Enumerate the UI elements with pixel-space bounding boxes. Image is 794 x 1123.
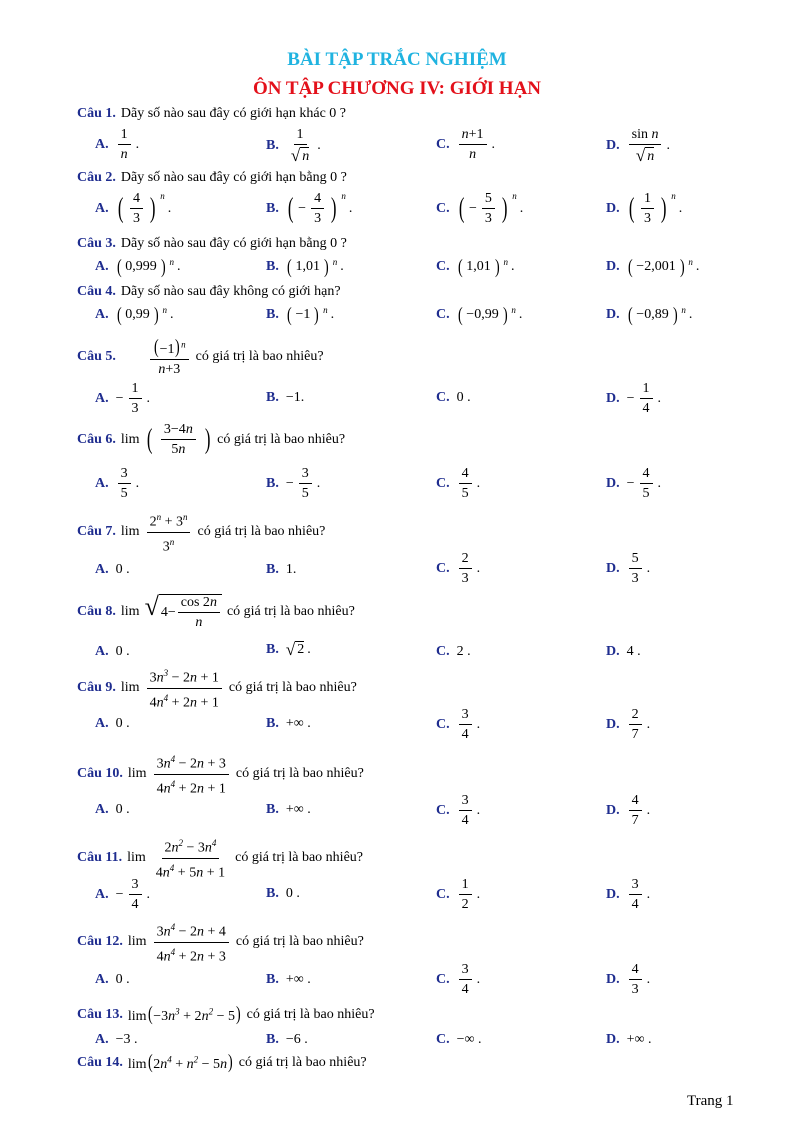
option-d[interactable]: D. 5 3 .: [606, 551, 651, 586]
question-12: Câu 12. lim $3n^4 - 2n + 4$ $4n^4 + 2n + 3$ có giá trị là bao nhiêu?: [77, 922, 364, 965]
option-c[interactable]: C. 3 4 .: [436, 707, 481, 742]
option-b[interactable]: B. √ 2 .: [266, 640, 311, 659]
option-a[interactable]: A. 3 5 .: [95, 466, 140, 501]
question-11: Câu 11. lim $2n^2 - 3n^4$ $4n^4 + 5n + 1$ có giá trị là bao nhiêu?: [77, 838, 364, 881]
option-c[interactable]: C. ( −0,99 ) $^n$ .: [436, 304, 523, 326]
option-d[interactable]: D. 4 7 .: [606, 793, 651, 828]
option-d[interactable]: D. ( −0,89 ) $^n$ .: [606, 304, 693, 326]
question-9: Câu 9. lim $3n^3 - 2n + 1$ $4n^4 + 2n + 1$ có giá trị là bao nhiêu?: [77, 668, 357, 711]
question-6: Câu 6. lim ( 3−4n 5n ) có giá trị là bao nhiêu?: [77, 422, 346, 457]
option-c[interactable]: C. 0 .: [436, 390, 471, 405]
option-d[interactable]: D. 4 .: [606, 644, 641, 659]
question-1: [77, 106, 346, 122]
option-a[interactable]: A. 1 n .: [95, 127, 140, 162]
option-c[interactable]: C. ( 1,01 ) $^n$ .: [436, 256, 515, 278]
option-d[interactable]: D. sin n √ n .: [606, 127, 670, 165]
question-label: Câu 1.: [77, 106, 116, 121]
option-b[interactable]: B. ( −1 ) $^n$ .: [266, 304, 335, 326]
option-b[interactable]: B. ( − 4 3 ) $^n$ .: [266, 191, 353, 226]
page-number: Trang 1: [687, 1093, 734, 1109]
option-b[interactable]: B. − 3 5 .: [266, 466, 321, 501]
option-b[interactable]: B. +∞ .: [266, 972, 311, 987]
option-c[interactable]: C. ( − 5 3 ) $^n$ .: [436, 191, 524, 226]
option-a[interactable]: A. 0 .: [95, 802, 130, 817]
option-a[interactable]: A. − 3 4 .: [95, 877, 151, 912]
option-b[interactable]: B. +∞ .: [266, 716, 311, 731]
question-text: Dãy số nào sau đây có giới hạn khác 0 ?: [120, 106, 347, 121]
question-10: Câu 10. lim $3n^4 - 2n + 3$ $4n^4 + 2n + 1$ có giá trị là bao nhiêu?: [77, 754, 364, 797]
option-c[interactable]: C. −∞ .: [436, 1032, 482, 1047]
option-c[interactable]: C. 3 4 .: [436, 962, 481, 997]
option-c[interactable]: C. 1 2 .: [436, 877, 481, 912]
option-b[interactable]: B. −1.: [266, 390, 305, 405]
question-7: Câu 7. lim $2^n + 3^n$ 3$^n$ có giá trị là bao nhiêu?: [77, 512, 326, 555]
option-c[interactable]: C. 2 3 .: [436, 551, 481, 586]
document-title: BÀI TẬP TRẮC NGHIỆM: [287, 49, 507, 70]
option-b[interactable]: B. 0 .: [266, 886, 300, 901]
option-d[interactable]: D. 3 4 .: [606, 877, 651, 912]
option-b[interactable]: B. +∞ .: [266, 802, 311, 817]
question-13: Câu 13. $\lim(-3n^3 + 2n^2 - 5)$ có giá trị là bao nhiêu?: [77, 1003, 375, 1025]
option-b[interactable]: B. 1 √ n .: [266, 127, 321, 165]
option-a[interactable]: A. ( 0,999 ) $^n$ .: [95, 256, 181, 278]
option-b[interactable]: B. −6 .: [266, 1032, 308, 1047]
option-c[interactable]: C. 2 .: [436, 644, 471, 659]
option-b[interactable]: B. ( 1,01 ) $^n$ .: [266, 256, 344, 278]
option-c[interactable]: C. 3 4 .: [436, 793, 481, 828]
option-d[interactable]: D. 2 7 .: [606, 707, 651, 742]
option-a[interactable]: A. ( 4 3 ) $^n$ .: [95, 191, 172, 226]
option-c[interactable]: C. 4 5 .: [436, 466, 481, 501]
document-subtitle: ÔN TẬP CHƯƠNG IV: GIỚI HẠN: [252, 78, 542, 99]
question-4: Câu 4. Dãy số nào sau đây không có giới hạn?: [77, 284, 341, 299]
question-3: Câu 3. Dãy số nào sau đây có giới hạn bằng 0 ?: [77, 236, 347, 251]
option-a[interactable]: A. 0 .: [95, 972, 130, 987]
option-d[interactable]: D. − 4 5 .: [606, 466, 662, 501]
option-a[interactable]: A. ( 0,99 ) $^n$ .: [95, 304, 174, 326]
option-a[interactable]: A. 0 .: [95, 644, 130, 659]
option-d[interactable]: D. − 1 4 .: [606, 381, 662, 416]
question-8: Câu 8. lim √ 4− cos 2n n có giá trị là bao nhiêu?: [77, 592, 355, 630]
option-d[interactable]: D. +∞ .: [606, 1032, 652, 1047]
question-5: Câu 5. $(-1)^n$ n+3 có giá trị là bao nhiêu?: [77, 336, 324, 377]
option-b[interactable]: B. 1.: [266, 562, 297, 577]
question-14: Câu 14. $\lim(2n^4 + n^2 - 5n)$ có giá trị là bao nhiêu?: [77, 1051, 367, 1073]
question-2: Câu 2. Dãy số nào sau đây có giới hạn bằng 0 ?: [77, 170, 347, 185]
option-a[interactable]: A. 0 .: [95, 562, 130, 577]
option-d[interactable]: D. 4 3 .: [606, 962, 651, 997]
option-a[interactable]: A. − 1 3 .: [95, 381, 151, 416]
option-a[interactable]: A. 0 .: [95, 716, 130, 731]
option-d[interactable]: D. ( 1 3 ) $^n$ .: [606, 191, 683, 226]
option-c[interactable]: C. n+1 n .: [436, 127, 496, 162]
option-a[interactable]: A. −3 .: [95, 1032, 138, 1047]
option-d[interactable]: D. ( −2,001 ) $^n$ .: [606, 256, 700, 278]
